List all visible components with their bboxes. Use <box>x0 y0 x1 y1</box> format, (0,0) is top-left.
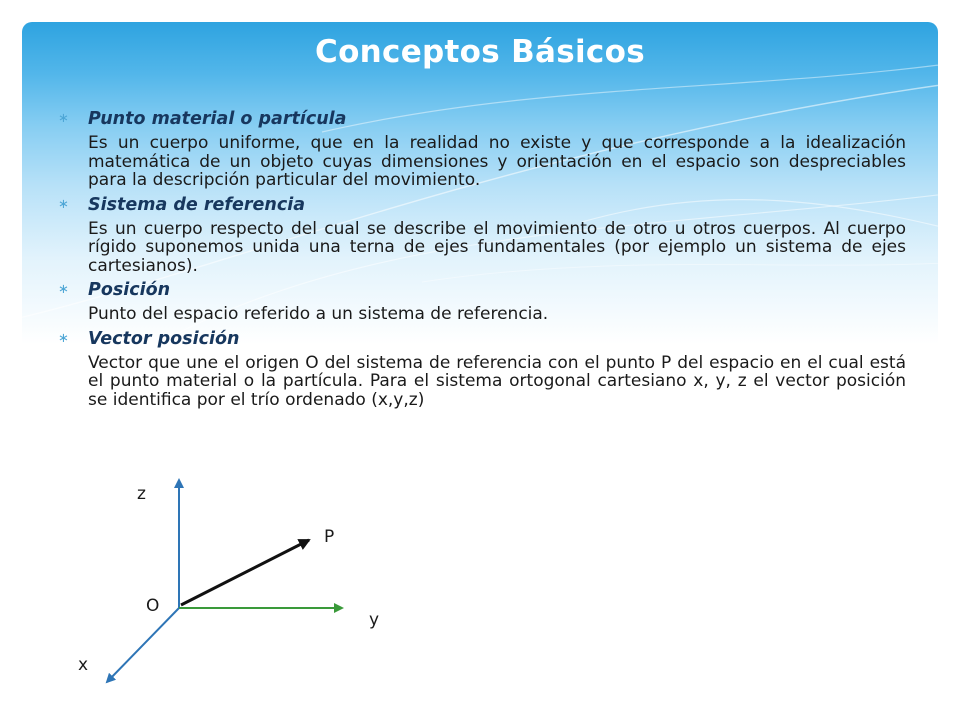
concept-heading <box>58 277 906 303</box>
concept-heading-text: Vector posición <box>88 328 240 349</box>
position-vector-line <box>181 540 309 605</box>
concept-item-sistema-referencia <box>58 192 906 276</box>
z-axis-label: z <box>137 484 146 504</box>
concept-heading-text: Punto material o partícula <box>88 109 347 129</box>
concept-description: Vector que une el origen O del sistema de referencia con el punto P del espacio en el cual está el punto material o la partícula. Para el sistema ortogonal cartesiano x, y, z el vector posición se identifica por el trío ordenado (x,y,z) <box>88 352 906 410</box>
concept-description: Es un cuerpo uniforme, que en la realidad no existe y que corresponde a la idealización matemática de un objeto cuyas dimensiones y orientación en el espacio son despreciables para la descripción particular del movimiento. <box>88 133 906 190</box>
origin-label: O <box>146 596 160 616</box>
asterisk-bullet-icon: ∗ <box>58 196 69 212</box>
x-axis-label: x <box>78 655 89 675</box>
concept-item-punto-material <box>58 106 906 190</box>
concept-item-vector-posicion <box>58 326 906 410</box>
x-axis-line <box>107 608 179 682</box>
concept-heading <box>58 192 906 218</box>
concept-heading <box>58 326 906 352</box>
slide-title: Conceptos Básicos <box>315 34 645 70</box>
point-p-label: P <box>324 527 335 547</box>
asterisk-bullet-icon: ∗ <box>58 111 69 126</box>
asterisk-bullet-icon: ∗ <box>58 282 69 297</box>
concept-heading <box>58 106 906 132</box>
concept-list <box>58 106 906 411</box>
axes-drawing <box>0 460 420 720</box>
concept-description: Punto del espacio referido a un sistema de referencia. <box>88 304 549 324</box>
concept-item-posicion <box>58 277 906 324</box>
concept-heading-text: Posición <box>88 280 171 300</box>
concept-description: Es un cuerpo respecto del cual se describe el movimiento de otro u otros cuerpos. Al cuerpo rígido suponemos unida una terna de ejes fundamentales (por ejemplo un sistema de ejes cartesianos). <box>88 218 906 276</box>
y-axis-label: y <box>369 610 380 630</box>
concept-heading-text: Sistema de referencia <box>88 194 305 215</box>
position-vector-diagram <box>0 460 420 720</box>
asterisk-bullet-icon: ∗ <box>58 330 69 346</box>
